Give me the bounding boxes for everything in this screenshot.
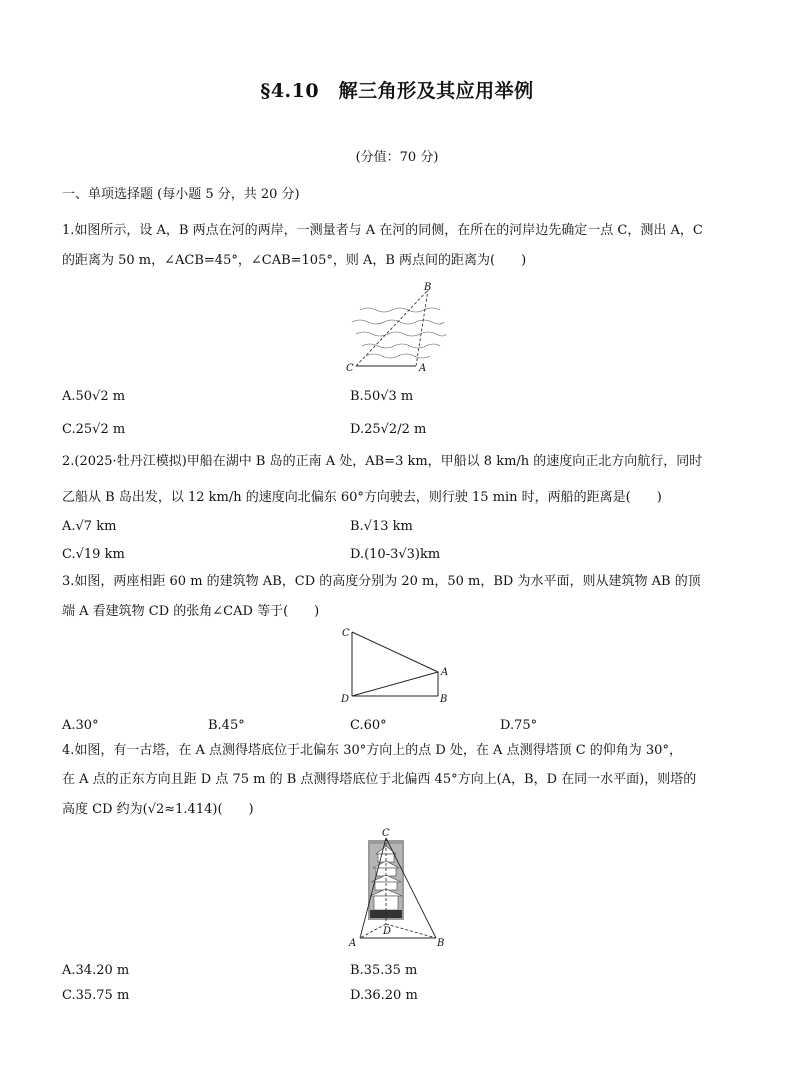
q1-option-c[interactable]: C.25√2 m (62, 422, 126, 437)
q3-option-b[interactable]: B.45° (208, 718, 245, 733)
river-wave-lines (352, 308, 446, 358)
section-heading: 一、单项选择题 (每小题 5 分，共 20 分) (62, 187, 300, 202)
segment-cb (356, 290, 428, 366)
q2-option-d[interactable]: D.(10-3√3)km (350, 547, 441, 562)
q3-option-a[interactable]: A.30° (62, 718, 99, 733)
q4-text-line-3: 高度 CD 约为(√2≈1.414)( ) (62, 802, 254, 817)
q2-option-c[interactable]: C.√19 km (62, 547, 125, 562)
q1-text-line-2: 的距离为 50 m，∠ACB=45°，∠CAB=105°，则 A，B 两点间的距离为( ) (62, 253, 527, 268)
q1-option-d[interactable]: D.25√2/2 m (350, 422, 427, 437)
q1-text-line-1: 1.如图所示，设 A，B 两点在河的两岸，一测量者与 A 在河的同侧，在所在的河岸边先确定一点 C，测出 A，C (62, 223, 703, 238)
q2-text-line-1: 2.(2025·牡丹江模拟)甲船在湖中 B 岛的正南 A 处，AB=3 km，甲船以 8 km/h 的速度向正北方向航行，同时 (62, 454, 703, 469)
point-d-label: D (383, 926, 392, 937)
point-c-label: C (342, 628, 350, 639)
page-title: §4.10 解三角形及其应用举例 (260, 80, 534, 102)
q2-option-b[interactable]: B.√13 km (350, 519, 413, 534)
point-a-label: A (349, 938, 357, 949)
point-c-label: C (346, 363, 354, 374)
q1-option-b[interactable]: B.50√3 m (350, 389, 414, 404)
segment-db (386, 924, 436, 938)
point-c-label: C (382, 828, 390, 839)
q1-river-figure (340, 280, 450, 376)
q4-option-a[interactable]: A.34.20 m (62, 963, 130, 978)
q3-option-d[interactable]: D.75° (500, 718, 538, 733)
point-a-label: A (419, 363, 427, 374)
q4-text-line-1: 4.如图，有一古塔，在 A 点测得塔底位于北偏东 30°方向上的点 D 处，在 A 点测得塔顶 C 的仰角为 30°， (62, 743, 682, 758)
q2-text-line-2: 乙船从 B 岛出发，以 12 km/h 的速度向北偏东 60°方向驶去，则行驶 15 min 时，两船的距离是( ) (62, 490, 662, 505)
segment-ac (352, 632, 438, 672)
q4-option-c[interactable]: C.35.75 m (62, 988, 130, 1003)
q4-pagoda-figure (346, 828, 450, 952)
point-b-label: B (424, 282, 432, 293)
point-b-label: B (440, 694, 448, 705)
q4-option-d[interactable]: D.36.20 m (350, 988, 418, 1003)
segment-ab (416, 290, 428, 366)
q3-text-line-1: 3.如图，两座相距 60 m 的建筑物 AB，CD 的高度分别为 20 m，50 m，BD 为水平面，则从建筑物 AB 的顶 (62, 574, 701, 589)
q2-option-a[interactable]: A.√7 km (62, 519, 117, 534)
point-d-label: D (341, 694, 350, 705)
point-a-label: A (441, 667, 449, 678)
q4-text-line-2: 在 A 点的正东方向且距 D 点 75 m 的 B 点测得塔底位于北偏西 45°方向上(A，B，D 在同一水平面)，则塔的 (62, 772, 697, 787)
q1-option-a[interactable]: A.50√2 m (62, 389, 126, 404)
q4-option-b[interactable]: B.35.35 m (350, 963, 418, 978)
q3-buildings-figure (336, 624, 458, 706)
segment-ad (352, 672, 438, 696)
point-b-label: B (437, 938, 445, 949)
q3-option-c[interactable]: C.60° (350, 718, 387, 733)
q3-text-line-2: 端 A 看建筑物 CD 的张角∠CAD 等于( ) (62, 604, 320, 619)
score-note: (分值：70 分) (355, 150, 439, 165)
